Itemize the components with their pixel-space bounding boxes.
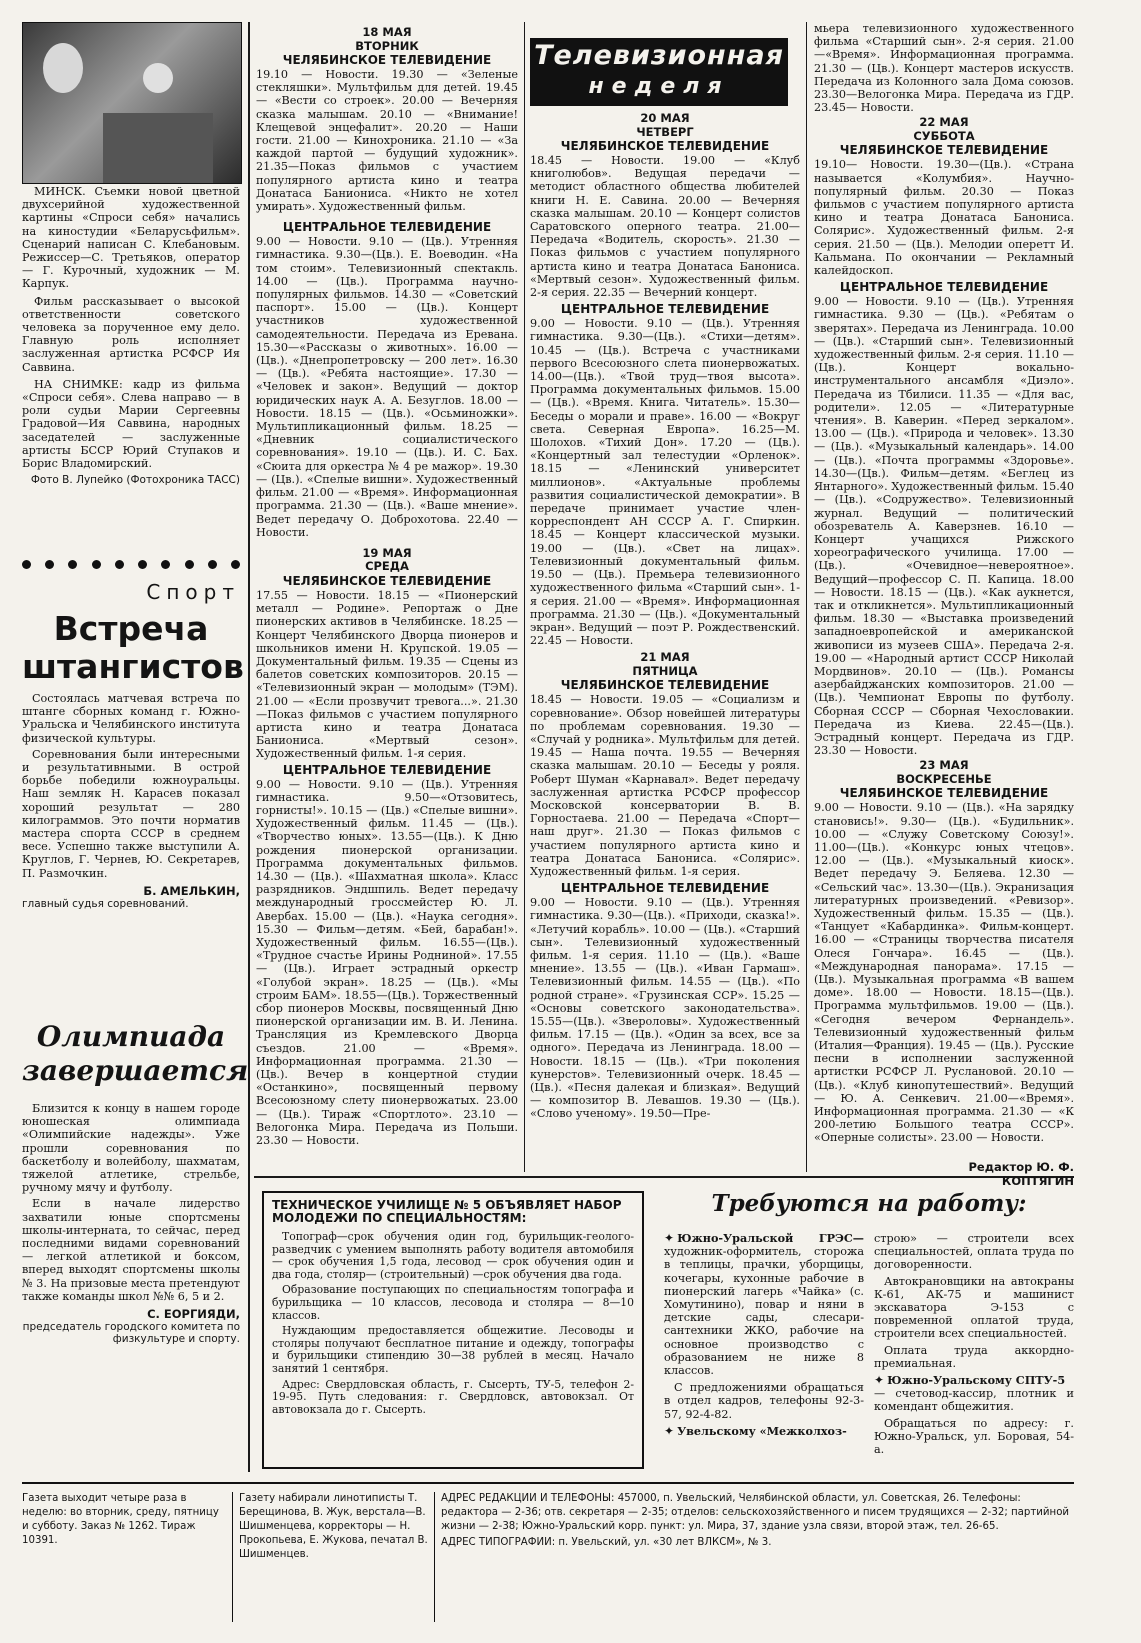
sport-rubric: Спорт <box>146 580 240 604</box>
separator-dots <box>22 560 240 569</box>
diamond-icon: ✦ <box>664 1423 675 1438</box>
program-listing: мьера телевизионного художественного фильма «Старший сын». 2-я серия. 21.00—«Время». Информационная программа. 21.30 — (Цв.). Концерт мастеров искусств. Передача из Колонного зала Дома союзов. 23.30—Велогонка Мира. Передача из ГДР. 23.45— Новости. <box>814 22 1074 115</box>
program-listing: 9.00 — Новости. 9.10 — (Цв.). «На зарядку становись!». 9.30— (Цв.). «Будильник». 10.00 — «Служу Советскому Союзу!». 11.00—(Цв.). «Конкурс юных чтецов». 12.00 — (Цв.). «Музыкальный киоск». Ведет передачу Э. Беляева. 12.30 — «Сельский час». 13.30—(Цв.). Экранизация литературных произведений. «Ревизор». Художественный фильм. 15.35 — (Цв.). «Танцует «Кабардинка». Фильм-концерт. 16.00 — «Страницы творчества писателя Олеся Гончара». 16.45 — (Цв.). «Международная панорама». 17.15 — (Цв.). Музыкальная программа «В вашем доме». 18.00 — Новости. 18.15—(Цв.). Программа мультфильмов. 19.00 — (Цв.). «Сегодня вечером Фернандель». Телевизионный художественный фильм (Италия—Франция). 19.45 — (Цв.). Русские песни в исполнении заслуженной артистки РСФСР Л. Руслановой. 20.10 — (Цв.). «Клуб кинопутешествий». Ведущий — Ю. А. Сенкевич. 21.00—«Время». Информационная программа. 21.30 — «К 200-летию Большого театра СССР». «Оперные солисты». 23.00 — Новости. <box>814 801 1074 1145</box>
channel-heading: ЦЕНТРАЛЬНОЕ ТЕЛЕВИДЕНИЕ <box>282 220 492 235</box>
column-rule <box>524 22 525 1172</box>
school-ad-paragraph: Топограф—срок обучения один год, бурильщик-геолого-разведчик с умением выполнять работу водителя автомобиля — срок обучения 1,5 года, лесовод — срок обучения один и два года, столяр— (строительный) —срок обучения два года. <box>272 1230 634 1281</box>
editorial-address: АДРЕС РЕДАКЦИИ И ТЕЛЕФОНЫ: 457000, п. Увельский, Челябинской области, ул. Советская, 26. Телефоны: редактора — 2-36; отв. секретаря — 2-35; отделов: сельскохозяйственного и писем трудящихся — 2-32; партийной жизни — 2-38; Южно-Уральский корр. пункт: ул. Мира, 37, здание узла связи, второй этаж, тел. 26-65. <box>441 1493 1070 1532</box>
program-listing: 19.10 — Новости. 19.30 — «Зеленые стекляшки». Мультфильм для детей. 19.45 — «Вести со строек». 20.00 — Вечерняя сказка малышам. 20.10 — «Внимание! Клещевой энцефалит». 20.20 — Наши гости. 21.00 — Кинохроника. 21.10 — «За каждой партой — будущий художник». 21.35—Показ фильмов с участием популярного артиста кино и театра Донатаса Баниониса. «Никто не хотел умирать». Художественный фильм. <box>256 68 518 214</box>
program-listing: 17.55 — Новости. 18.15 — «Пионерский металл — Родине». Репортаж о Дне пионерских активов в Челябинске. 18.25 — Концерт Челябинского Дворца пионеров и школьников имени Н. Крупской. 19.05 — Документальный фильм. 19.35 — Сцены из балетов советских композиторов. 20.15 — «Телевизионный экран — молодым» (ТЭМ). 21.00 — «Если прозвучит тревога...». 21.30—Показ фильмов с участием популярного артиста кино и театра Донатаса Баниониса. «Мертвый сезон». Художественный фильм. 1-я серия. <box>256 588 518 761</box>
channel-heading: ЧЕЛЯБИНСКОЕ ТЕЛЕВИДЕНИЕ <box>282 53 492 67</box>
date-heading: 19 МАЯ <box>362 545 412 560</box>
school-ad-paragraph: Адрес: Свердловская область, г. Сысерть, ТУ-5, телефон 2-19-95. Путь следования: г. Свердловск, автовокзал. От автовокзала до г. Сысерть. <box>272 1377 634 1416</box>
channel-heading: ЦЕНТРАЛЬНОЕ ТЕЛЕВИДЕНИЕ <box>282 762 492 777</box>
channel-heading: ЧЕЛЯБИНСКОЕ ТЕЛЕВИДЕНИЕ <box>282 573 492 588</box>
sport-signature-role: главный судья соревнований. <box>22 897 189 910</box>
channel-heading: ЧЕЛЯБИНСКОЕ ТЕЛЕВИДЕНИЕ <box>839 143 1049 158</box>
tv-week-masthead <box>530 38 788 106</box>
job-contact: Обращаться по адресу: г. Южно-Уральск, ул. Боровая, 54-а. <box>874 1416 1074 1457</box>
program-listing: 9.00 — Новости. 9.10 — (Цв.). Утренняя гимнастика. 9.30 — (Цв.). «Ребятам о зверятах». Передача из Ленинграда. 10.00 — (Цв.). «Старший сын». Телевизионный художественный фильм. 2-я серия. 11.10 — (Цв.). Концерт вокально-инструментального ансамбля «Диэло». Передача из Тбилиси. 11.35 — «Для вас, родители». 12.05 — «Литературные чтения». В. Каверин. «Перед зеркалом». 13.00 — (Цв.). «Природа и человек». 13.30 — (Цв.). «Музыкальный календарь». 14.00 — (Цв.). «Почта программы «Здоровье». 14.30—(Цв.). Фильм—детям. «Беглец из Янтарного». Художественный фильм. 15.40 — (Цв.). «Содружество». Телевизионный журнал. Ведущий — политический обозреватель А. Каверзнев. 16.10 — Концерт учащихся Рижского хореографического училища. 17.00 — (Цв.). «Очевидное—невероятное». Ведущий—профессор С. П. Капица. 18.00 — Новости. 18.15 — (Цв.). «Как аукнется, так и откликнется». Мультипликационный фильм. 18.30 — «Выставка произведений западноевропейской и американской живописи из музеев США». Передача 2-я. 19.00 — «Народный артист СССР Николай Мордвинов». 20.10 — (Цв.). Романсы азербайджанских композиторов. 21.00 — (Цв.). Чемпионат Европы по футболу. Сборная СССР — Сборная Чехословакии. Передача из Киева. 22.45—(Цв.). Эстрадный концерт. Передача из ГДР. 23.30 — Новости. <box>814 295 1074 758</box>
date-heading: 20 МАЯ <box>640 112 690 125</box>
tv-column-may-22-23 <box>814 22 1074 1152</box>
jobs-column-right <box>874 1232 1074 1472</box>
date-heading: 22 МАЯ <box>919 115 969 130</box>
photo-credit: Фото В. Лупейко (Фотохроника ТАСС) <box>30 474 240 487</box>
diamond-icon: ✦ <box>874 1373 885 1388</box>
printing-address: АДРЕС ТИПОГРАФИИ: п. Увельский, ул. «30 лет ВЛКСМ», № 3. <box>441 1537 772 1548</box>
school-ad-paragraph: Нуждающим предоставляется общежитие. Лесоводы и столяры получают бесплатное питание и одежду, топографы и бурильщики стипендию 30—38 рублей в месяц. Начало занятий 1 сентября. <box>272 1324 634 1375</box>
photo-caption-block <box>22 185 240 555</box>
weekday-heading: ПЯТНИЦА <box>632 663 698 678</box>
channel-heading: ЧЕЛЯБИНСКОЕ ТЕЛЕВИДЕНИЕ <box>560 678 770 693</box>
program-listing: 18.45 — Новости. 19.05 — «Социализм и соревнование». Обзор новейшей литературы по проблемам соревнования. 19.30 — «Случай у родника». Мультфильм для детей. 19.45 — Наша почта. 19.55 — Вечерняя сказка малышам. 20.10 — Беседы у рояля. Роберт Шуман «Карнавал». Ведет передачу заслуженная артистка РСФСР профессор Московской консерватории В. В. Горностаева. 21.00 — Передача «Спорт—наш друг». 21.30 — Показ фильмов с участием популярного артиста кино и театра Донатаса Банониса. «Солярис». Художественный фильм. 1-я серия. <box>530 693 800 878</box>
diamond-icon: ✦ <box>664 1232 675 1245</box>
program-listing: 18.45 — Новости. 19.00 — «Клуб книголюбов». Ведущая передачи — методист областного общества любителей книги Н. Е. Савина. 20.00 — Вечерняя сказка малышам. 20.10 — Концерт солистов Саратовского оперного театра. 21.00—Передача «Водитель, скорость». 21.30 — Показ фильмов с участием популярного артиста кино и театра Донатаса Банониса. «Мертвый сезон». Художественный фильм. 2-я серия. 22.35 — Вечерний концерт. <box>530 154 800 300</box>
channel-heading: ЧЕЛЯБИНСКОЕ ТЕЛЕВИДЕНИЕ <box>839 786 1049 801</box>
olympiad-headline: Олимпиада завершается <box>22 1020 249 1087</box>
jobs-column-left <box>664 1232 864 1472</box>
sport-article <box>22 692 240 1010</box>
tv-column-may-18-19 <box>256 22 518 1172</box>
photo-caption: МИНСК. Съемки новой цветной двухсерийной художественной картины «Спроси себя» начались на киностудии «Беларусьфильм». Сценарий написан С. Клебановым. Режиссер—С. Третьяков, оператор — Г. Курочный, художник — М. Карпук. <box>22 185 240 291</box>
job-listing: строю» — строители всех специальностей, оплата труда по договоренности. <box>874 1232 1074 1272</box>
olympiad-signature-role: председатель городского комитета по физкультуре и спорту. <box>22 1321 240 1346</box>
footer-address <box>434 1492 1081 1622</box>
masthead-title: Телевизионная <box>534 40 784 71</box>
employer-name: Южно-Уральской ГРЭС— <box>677 1232 864 1245</box>
job-listing: — счетовод-кассир, плотник и комендант общежития. <box>874 1387 1074 1414</box>
olympiad-article <box>22 1102 240 1474</box>
school-ad-title: ТЕХНИЧЕСКОЕ УЧИЛИЩЕ № 5 ОБЪЯВЛЯЕТ НАБОР МОЛОДЕЖИ ПО СПЕЦИАЛЬНОСТЯМ: <box>272 1198 622 1225</box>
weekday-heading: ВТОРНИК <box>355 38 419 53</box>
olympiad-paragraph: Если в начале лидерство захватили юные спортсмены школы-интерната, то сейчас, перед последними видами соревнований — легкой атлетикой и боксом, вперед выходят спортсмены школы № 3. На призовые места претендуют также команды школ №№ 6, 5 и 2. <box>22 1197 240 1303</box>
editor-line: Редактор Ю. Ф. КОПТЯГИН <box>968 1160 1074 1188</box>
date-heading: 21 МАЯ <box>640 650 690 665</box>
weekday-heading: СРЕДА <box>365 559 409 574</box>
olympiad-paragraph: Близится к концу в нашем городе юношеская олимпиада «Олимпийские надежды». Уже прошли соревнования по баскетболу и волейболу, шахматам, тяжелой атлетике, стрельбе, ручному мячу и футболу. <box>22 1102 240 1195</box>
program-listing: 9.00 — Новости. 9.10 — (Цв.). Утренняя гимнастика. 9.50—«Отзовитесь, горнисты!». 10.15 — (Цв.) «Спелые вишни». Художественный фильм. 11.45 — (Цв.). «Творчество юных». 13.55—(Цв.). К Дню рождения пионерской организации. Программа документальных фильмов. 14.30 — (Цв.). «Шахматная школа». Класс разрядников. Эндшпиль. Ведет передачу международный гроссмейстер Ю. Л. Авербах. 15.00 — (Цв.). «Наука сегодня». 15.30 — Фильм—детям. «Бей, барабан!». Художественный фильм. 16.55—(Цв.). «Трудное счастье Ирины Родниной». 17.55 — (Цв.). Играет эстрадный оркестр «Голубой экран». 18.25 — (Цв.). «Мы строим БАМ». 18.55—(Цв.). Торжественный сбор пионеров Москвы, посвященный Дню пионерской организации им. В. И. Ленина. Трансляция из Кремлевского Дворца съездов. 21.00 — «Время». Информационная программа. 21.30 — (Цв.). Вечер в концертной студии «Останкино», посвященный первому Всесоюзному слету пионервожатых. 23.00 — (Цв.). Тираж «Спортлото». 23.10 — Велогонка Мира. Передача из Польши. 23.30 — Новости. <box>256 777 518 1148</box>
footer-schedule: Газета выходит четыре раза в неделю: во вторник, среду, пятницу и субботу. Заказ № 1262. Тираж 10391. <box>22 1493 219 1546</box>
program-listing: 19.10— Новости. 19.30—(Цв.). «Страна называется «Колумбия». Научно-популярный фильм. 20.30 — Показ фильмов с участием популярного артиста кино и театра Донатаса Банониса. Солярис». Художественный фильм. 2-я серия. 21.50 — (Цв.). Мелодии оперетт И. Кальмана. По окончании — Рекламный калейдоскоп. <box>814 158 1074 278</box>
weekday-heading: ВОСКРЕСЕНЬЕ <box>896 771 992 786</box>
column-rule <box>248 22 250 1472</box>
date-heading: 23 МАЯ <box>919 758 969 773</box>
program-listing: 9.00 — Новости. 9.10 — (Цв.). Утренняя гимнастика. 9.30—(Цв.). «Стихи—детям». 10.45 — (Цв.). Встреча с участниками первого Всесоюзного слета пионервожатых. 14.00—(Цв.). «Твой труд—твоя высота». Программа документальных фильмов. 15.00 — (Цв.). «Время. Книга. Читатель». 15.30—Беседы о морали и праве». 16.00 — «Вокруг света. Северная Европа». 16.25—М. Шолохов. «Тихий Дон». 17.20 — (Цв.). «Концертный зал телестудии «Орленок». 18.15 — «Ленинский университет миллионов». «Актуальные проблемы развития социалистической демократии». В передаче принимает участие член-корреспондент АН СССР А. Г. Спиркин. 18.45 — Концерт классической музыки. 19.00 — (Цв.). «Свет на лицах». Телевизионный документальный фильм. 19.50 — (Цв.). Премьера телевизионного художественного фильма «Старший сын». 1-я серия. 21.00 — «Время». Информационная программа. 21.30 — (Цв.). «Документальный экран». Ведущий — поэт Р. Рождественский. 22.45 — Новости. <box>530 317 800 648</box>
sport-paragraph: Состоялась матчевая встреча по штанге сборных команд г. Южно-Уральска и Челябинского института физической культуры. <box>22 692 240 745</box>
sport-signature: Б. АМЕЛЬКИН, <box>143 883 240 898</box>
olympiad-signature: С. ЕОРГИЯДИ, <box>147 1307 240 1322</box>
jobs-heading: Требуются на работу: <box>711 1190 1027 1217</box>
job-contact: С предложениями обращаться в отдел кадров, телефоны 92-3-57, 92-4-82. <box>664 1381 864 1421</box>
job-listing: Оплата труда аккордно-премиальная. <box>874 1343 1074 1370</box>
weekday-heading: ЧЕТВЕРГ <box>636 124 694 139</box>
channel-heading: ЧЕЛЯБИНСКОЕ ТЕЛЕВИДЕНИЕ <box>560 139 770 153</box>
channel-heading: ЦЕНТРАЛЬНОЕ ТЕЛЕВИДЕНИЕ <box>839 280 1049 295</box>
program-listing: 9.00 — Новости. 9.10 — (Цв.). Утренняя гимнастика. 9.30—(Цв.). Е. Воеводин. «На том стоим». Телевизионный спектакль. 14.00 — (Цв.). Программа научно-популярных фильмов. 14.30 — «Советский паспорт». 15.00 — (Цв.). Концерт участников художественной самодеятельности. Передача из Еревана. 15.30—«Рассказы о животных». 16.00 — (Цв.). «Днепропетровску — 200 лет». 16.30 — (Цв.). «Ребята настоящие». 17.30 — «Человек и закон». Ведущий — доктор юридических наук А. А. Безуглов. 18.00 — Новости. 18.15 — (Цв.). «Осьминожки». Мультипликационный фильм. 18.25 — «Дневник социалистического соревнования». 19.10 — (Цв.). И. С. Бах. «Сюита для оркестра № 4 ре мажор». 19.30 — (Цв.). «Спелые вишни». Художественный фильм. 21.00 — «Время». Информационная программа. 21.30 — (Цв.). «Ваше мнение». Ведет передачу О. Доброхотова. 22.40 — Новости. <box>256 235 518 539</box>
film-still-photo <box>22 22 242 184</box>
photo-text: Фильм рассказывает о высокой ответственности советского человека за порученное ему дело. Главную роль исполняет заслуженная артистка РСФСР Ия Саввина. <box>22 294 240 374</box>
school-ad-paragraph: Образование поступающих по специальностям топографа и бурильщика — 10 классов, лесовода и столяра — 8—10 классов. <box>272 1283 634 1322</box>
job-listing: художник-оформитель, сторожа в теплицы, прачки, уборщицы, кочегары, кухонные рабочие в пионерский лагерь «Чайка» (с. Хомутинино), повар и няни в детские сады, слесари-сантехники ЖКО, рабочие на основное производство с образованием не ниже 8 классов. <box>664 1245 864 1378</box>
channel-heading: ЦЕНТРАЛЬНОЕ ТЕЛЕВИДЕНИЕ <box>560 302 770 317</box>
masthead-subtitle: неделя <box>588 74 730 99</box>
date-heading: 18 МАЯ <box>362 25 412 39</box>
school-advertisement <box>262 1191 644 1469</box>
footer-staff: Газету набирали линотиписты Т. Берещинова, В. Жук, верстала—В. Шишменцева, корректоры — Н. Прокопьева, Е. Жукова, печатал В. Шишменцев. <box>232 1492 429 1622</box>
channel-heading: ЦЕНТРАЛЬНОЕ ТЕЛЕВИДЕНИЕ <box>560 881 770 896</box>
photo-note: НА СНИМКЕ: кадр из фильма «Спроси себя». Слева направо — в роли судьи Марии Сергеевны Градовой—Ия Саввина, народных заседателей — заслуженные артисты БССР Юрий Ступаков и Борис Владомирский. <box>22 377 240 471</box>
column-rule <box>806 22 807 1172</box>
sport-headline: Встреча штангистов <box>22 609 244 686</box>
job-listing: Автокрановщики на автокраны К-61, АК-75 и машинист экскаватора Э-153 с повременной оплатой труда, строители всех специальностей. <box>874 1274 1074 1341</box>
sport-paragraph: Соревнования были интересными и результативными. В острой борьбе победили южноуральцы. Наш земляк Н. Карасев показал хороший результат — 280 килограммов. Это почти норматив мастера спорта СССР в среднем весе. Успешно также выступили А. Круглов, Г. Чернев, Ю. Секретарев, П. Размочкин. <box>22 747 240 880</box>
employer-name: Увельскому «Межколхоз- <box>677 1423 847 1438</box>
imprint-footer <box>22 1482 1074 1634</box>
program-listing: 9.00 — Новости. 9.10 — (Цв.). Утренняя гимнастика. 9.30—(Цв.). «Приходи, сказка!». «Летучий корабль». 10.00 — (Цв.). «Старший сын». Телевизионный художественный фильм. 1-я серия. 11.10 — (Цв.). «Ваше мнение». 13.55 — (Цв.). «Иван Гармаш». Телевизионный фильм. 14.55 — (Цв.). «По родной стране». «Грузинская ССР». 15.25 — «Основы советского законодательства». 15.55—(Цв.). «Звероловы». Художественный фильм. 17.15 — (Цв.). «Один за всех, все за одного». Передача из Ленинграда. 18.00 — Новости. 18.15 — (Цв.). «Три поколения кунерстов». Телевизионный очерк. 18.45 — (Цв.). «Песня далекая и близкая». Ведущий — композитор В. Левашов. 19.30 — (Цв.). «Слово ученому». 19.50—Пре- <box>530 896 800 1121</box>
employer-name: Южно-Уральскому СПТУ-5 <box>887 1373 1066 1388</box>
weekday-heading: СУББОТА <box>913 128 975 143</box>
tv-column-may-20-21 <box>530 112 800 1172</box>
